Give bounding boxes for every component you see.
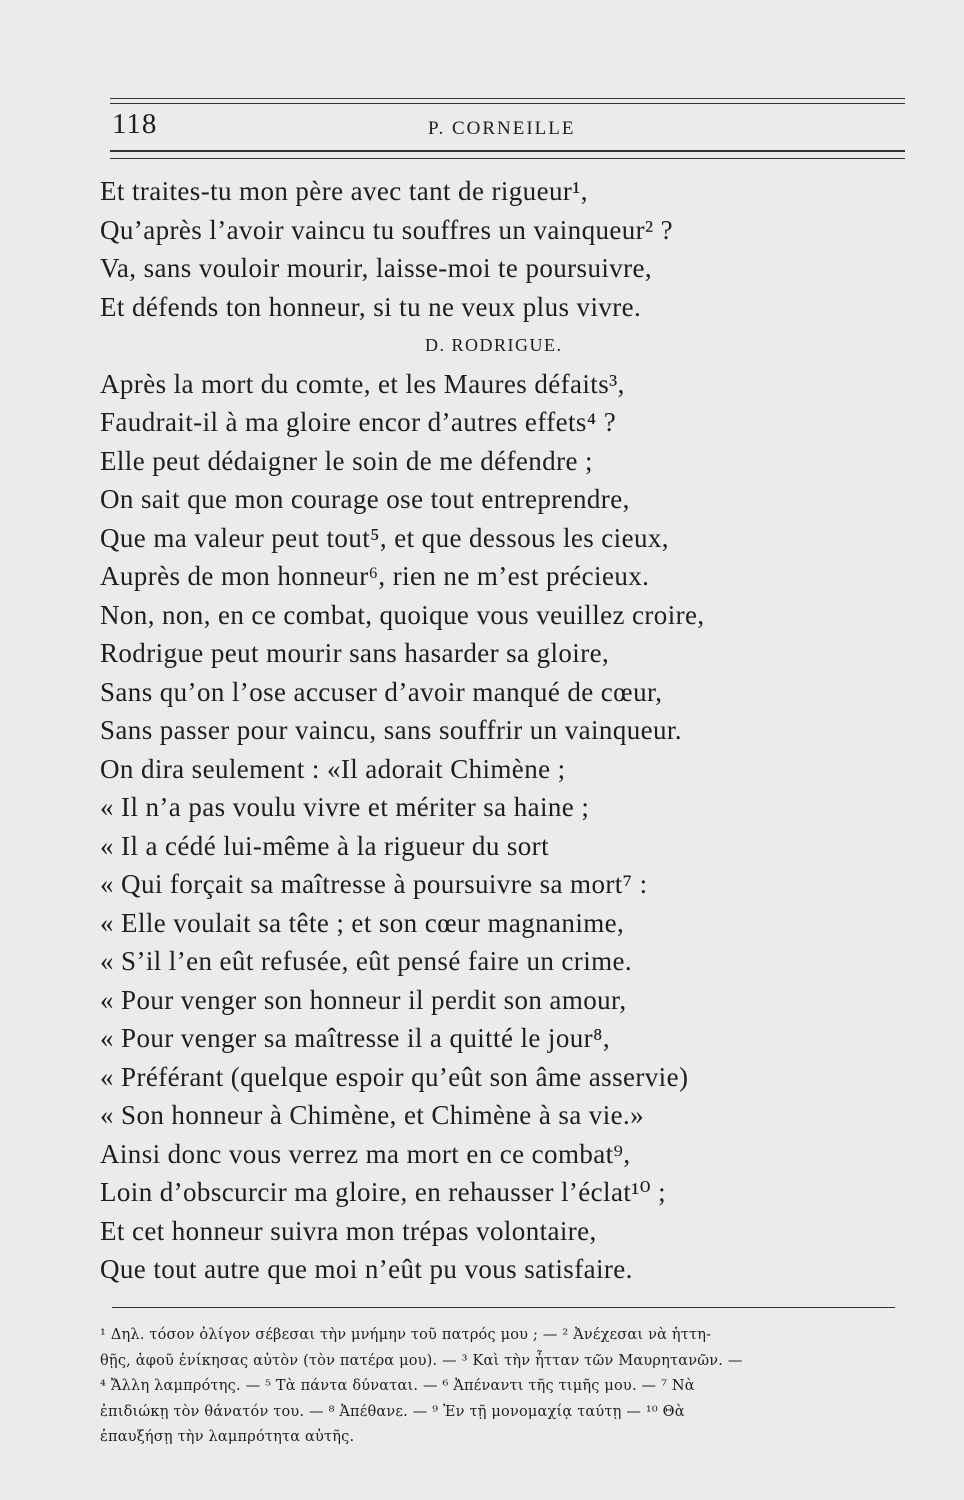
header-rule-top-inner xyxy=(110,103,905,104)
footnote-rule xyxy=(112,1307,895,1308)
verse-line: « Il n’a pas voulu vivre et mériter sa haine ; xyxy=(100,792,590,822)
running-head: P. CORNEILLE xyxy=(428,118,576,139)
verse-line: Elle peut dédaigner le soin de me défendre ; xyxy=(100,445,593,476)
verse-line: Faudrait-il à ma gloire encor d’autres effets⁴ ? xyxy=(100,407,617,437)
verse-line: « Pour venger sa maîtresse il a quitté le jour⁸, xyxy=(100,1023,610,1053)
verse-block xyxy=(100,172,900,1289)
page-number: 118 xyxy=(112,108,158,140)
verse-line: « S’il l’en eût refusée, eût pensé faire un crime. xyxy=(100,946,633,976)
verse-line: Et cet honneur suivra mon trépas volontaire, xyxy=(100,1215,597,1246)
footnote-line: ἐπιδιώκῃ τὸν θάνατόν του. — ⁸ Ἀπέθανε. — ⁹ Ἐν τῇ μονομαχίᾳ ταύτῃ — ¹⁰ Θὰ xyxy=(100,1403,685,1420)
verse-line: Que ma valeur peut tout⁵, et que dessous les cieux, xyxy=(100,522,669,553)
verse-line: On sait que mon courage ose tout entreprendre, xyxy=(100,484,630,514)
footnote-line: ἐπαυξήσῃ τὴν λαμπρότητα αὐτῆς. xyxy=(100,1429,355,1445)
verse-line: Et défends ton honneur, si tu ne veux plus vivre. xyxy=(100,291,642,322)
verse-line: Sans qu’on l’ose accuser d’avoir manqué de cœur, xyxy=(100,676,663,707)
footnote-line: θῇς, ἀφοῦ ἐνίκησας αὐτὸν (τὸν πατέρα μου). — ³ Καὶ τὴν ἧτταν τῶν Μαυρητανῶν. — xyxy=(100,1352,743,1369)
verse-line: Va, sans vouloir mourir, laisse-moi te poursuivre, xyxy=(100,253,653,283)
verse-line: Qu’après l’avoir vaincu tu souffres un vainqueur² ? xyxy=(100,214,674,245)
verse-line: Non, non, en ce combat, quoique vous veuillez croire, xyxy=(100,599,705,630)
speaker-name: D. RODRIGUE. xyxy=(425,335,563,355)
verse-line: « Il a cédé lui-même à la rigueur du sort xyxy=(100,830,549,861)
verse-line: « Qui forçait sa maîtresse à poursuivre sa mort⁷ : xyxy=(100,869,648,899)
verse-line: Après la mort du comte, et les Maures défaits³, xyxy=(100,368,625,399)
header-rule-bottom-inner xyxy=(110,158,905,159)
header-rule-top xyxy=(110,98,905,99)
verse-line: « Pour venger son honneur il perdit son amour, xyxy=(100,984,627,1015)
verse-line: Rodrigue peut mourir sans hasarder sa gloire, xyxy=(100,638,610,668)
verse-line: Que tout autre que moi n’eût pu vous satisfaire. xyxy=(100,1254,633,1284)
footnote-line: ⁴ Ἄλλη λαμπρότης. — ⁵ Τὰ πάντα δύναται. — ⁶ Ἀπέναντι τῆς τιμῆς μου. — ⁷ Νὰ xyxy=(100,1378,695,1394)
verse-line: On dira seulement : «Il adorait Chimène ; xyxy=(100,753,566,784)
verse-line: « Son honneur à Chimène, et Chimène à sa vie.» xyxy=(100,1100,645,1130)
verse-line: Et traites-tu mon père avec tant de rigueur¹, xyxy=(100,176,588,206)
verse-line: Sans passer pour vaincu, sans souffrir un vainqueur. xyxy=(100,715,682,745)
verse-line: « Elle voulait sa tête ; et son cœur magnanime, xyxy=(100,907,625,938)
verse-line: Ainsi donc vous verrez ma mort en ce combat⁹, xyxy=(100,1138,631,1169)
footnote-line: ¹ Δηλ. τόσον ὀλίγον σέβεσαι τὴν μνήμην τοῦ πατρός μου ; — ² Ἀνέχεσαι νὰ ἡττη- xyxy=(100,1327,712,1343)
verse-line: Auprès de mon honneur⁶, rien ne m’est précieux. xyxy=(100,561,650,591)
footnotes xyxy=(100,1323,900,1451)
header-rule-bottom xyxy=(110,150,905,152)
verse-line: « Préférant (quelque espoir qu’eût son âme asservie) xyxy=(100,1061,689,1092)
verse-line: Loin d’obscurcir ma gloire, en rehausser l’éclat¹⁰ ; xyxy=(100,1177,667,1207)
